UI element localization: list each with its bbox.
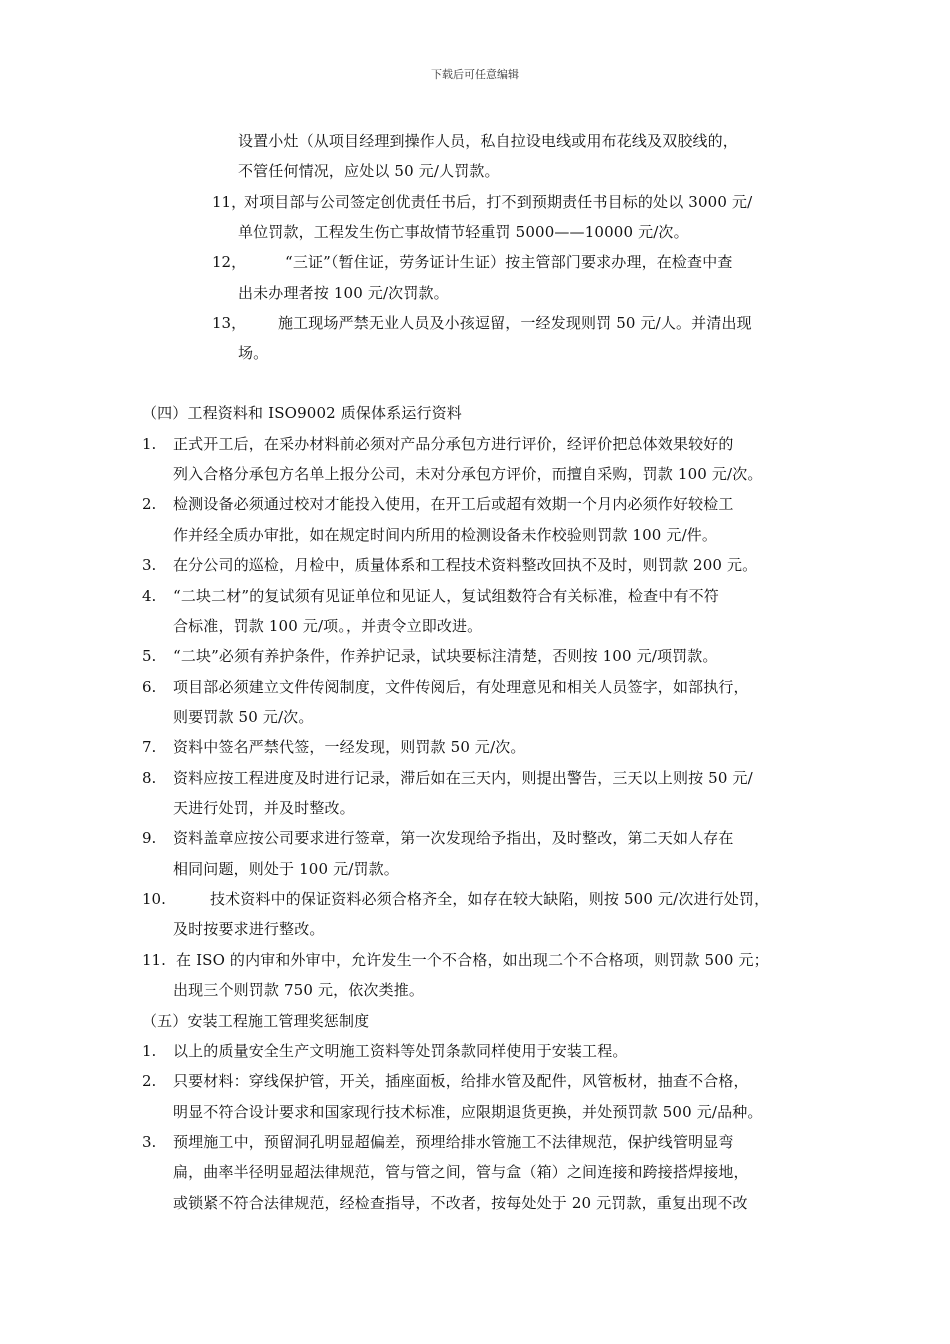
- item-number: 4.: [142, 587, 157, 605]
- item-number: 5.: [142, 647, 157, 665]
- text-line: 作并经全质办审批，如在规定时间内所用的检测设备未作校验则罚款 100 元/件。: [173, 526, 718, 544]
- text-line: 检测设备必须通过校对才能投入使用，在开工后或超有效期一个月内必须作好较检工: [173, 495, 734, 513]
- text-line: 在分公司的巡检，月检中，质量体系和工程技术资料整改回执不及时，则罚款 200 元。: [173, 556, 758, 574]
- item-number: 7.: [142, 738, 157, 756]
- text-line: 出未办理者按 100 元/次罚款。: [238, 284, 449, 302]
- text-line: 项目部必须建立文件传阅制度，文件传阅后，有处理意见和相关人员签字，如部执行，: [173, 678, 749, 696]
- text-line: 以上的质量安全生产文明施工资料等处罚条款同样使用于安装工程。: [173, 1042, 628, 1060]
- text-line: 资料盖章应按公司要求进行签章，第一次发现给予指出，及时整改，第二天如人存在: [173, 829, 734, 847]
- item-number: 6.: [142, 678, 157, 696]
- text-line: 施工现场严禁无业人员及小孩逗留，一经发现则罚 50 元/人。并清出现: [278, 314, 752, 332]
- text-line: 列入合格分承包方名单上报分公司，未对分承包方评价，而擅自采购，罚款 100 元/次。: [173, 465, 763, 483]
- text-line: 天进行处罚，并及时整改。: [173, 799, 355, 817]
- text-line: 相同问题，则处于 100 元/罚款。: [173, 860, 399, 878]
- item-number: 2.: [142, 495, 157, 513]
- item-number: 11，: [212, 193, 247, 211]
- item-number: 13，: [212, 314, 247, 332]
- text-line: 只要材料：穿线保护管，开关，插座面板，给排水管及配件，风管板材，抽查不合格，: [173, 1072, 749, 1090]
- text-line: 资料应按工程进度及时进行记录，滞后如在三天内，则提出警告，三天以上则按 50 元/: [173, 769, 753, 787]
- text-line: 或锁紧不符合法律规范，经检查指导，不改者，按每处处于 20 元罚款，重复出现不改: [173, 1194, 748, 1212]
- text-line: 合标准，罚款 100 元/项。，并责令立即改进。: [173, 617, 483, 635]
- text-line: 场。: [238, 344, 269, 362]
- item-number: 9.: [142, 829, 157, 847]
- item-number: 1.: [142, 435, 157, 453]
- text-line: 出现三个则罚款 750 元，依次类推。: [173, 981, 425, 999]
- text-line: 及时按要求进行整改。: [173, 920, 325, 938]
- item-number: 2.: [142, 1072, 157, 1090]
- text-line: “二块”必须有养护条件，作养护记录，试块要标注清楚，否则按 100 元/项罚款。: [173, 647, 718, 665]
- text-line: “三证”（暂住证，劳务证计生证）按主管部门要求办理，在检查中查: [285, 253, 733, 271]
- item-number: 1.: [142, 1042, 157, 1060]
- text-line: 不管任何情况，应处以 50 元/人罚款。: [238, 162, 500, 180]
- item-number: 12，: [212, 253, 247, 271]
- text-line: 正式开工后，在采办材料前必须对产品分承包方进行评价，经评价把总体效果较好的: [173, 435, 734, 453]
- text-line: 单位罚款，工程发生伤亡事故情节轻重罚 5000——10000 元/次。: [238, 223, 689, 241]
- item-number: 11.: [142, 951, 166, 969]
- item-number: 10.: [142, 890, 166, 908]
- section-heading: （五）安装工程施工管理奖惩制度: [142, 1012, 370, 1030]
- text-line: 预埋施工中，预留洞孔明显超偏差，预埋给排水管施工不法律规范，保护线管明显弯: [173, 1133, 734, 1151]
- section-heading: （四）工程资料和 ISO9002 质保体系运行资料: [142, 404, 462, 422]
- item-number: 3.: [142, 1133, 157, 1151]
- text-line: 对项目部与公司签定创优责任书后，打不到预期责任书目标的处以 3000 元/: [244, 193, 753, 211]
- text-line: 明显不符合设计要求和国家现行技术标准，应限期退货更换，并处预罚款 500 元/品种。: [173, 1103, 763, 1121]
- text-line: 扁，曲率半径明显超法律规范，管与管之间，管与盒（箱）之间连接和跨接搭焊接地，: [173, 1163, 749, 1181]
- text-line: “二块二材”的复试须有见证单位和见证人，复试组数符合有关标准，检查中有不符: [173, 587, 719, 605]
- item-number: 8.: [142, 769, 157, 787]
- text-line: 技术资料中的保证资料必须合格齐全，如存在较大缺陷，则按 500 元/次进行处罚，: [210, 890, 770, 908]
- item-number: 3.: [142, 556, 157, 574]
- page-header: 下载后可任意编辑: [431, 68, 519, 81]
- text-line: 资料中签名严禁代签，一经发现，则罚款 50 元/次。: [173, 738, 526, 756]
- text-line: 则要罚款 50 元/次。: [173, 708, 314, 726]
- text-line: 设置小灶（从项目经理到操作人员，私自拉设电线或用布花线及双胶线的，: [238, 132, 738, 150]
- text-line: 在 ISO 的内审和外审中，允许发生一个不合格，如出现二个不合格项，则罚款 500 元；: [176, 951, 769, 969]
